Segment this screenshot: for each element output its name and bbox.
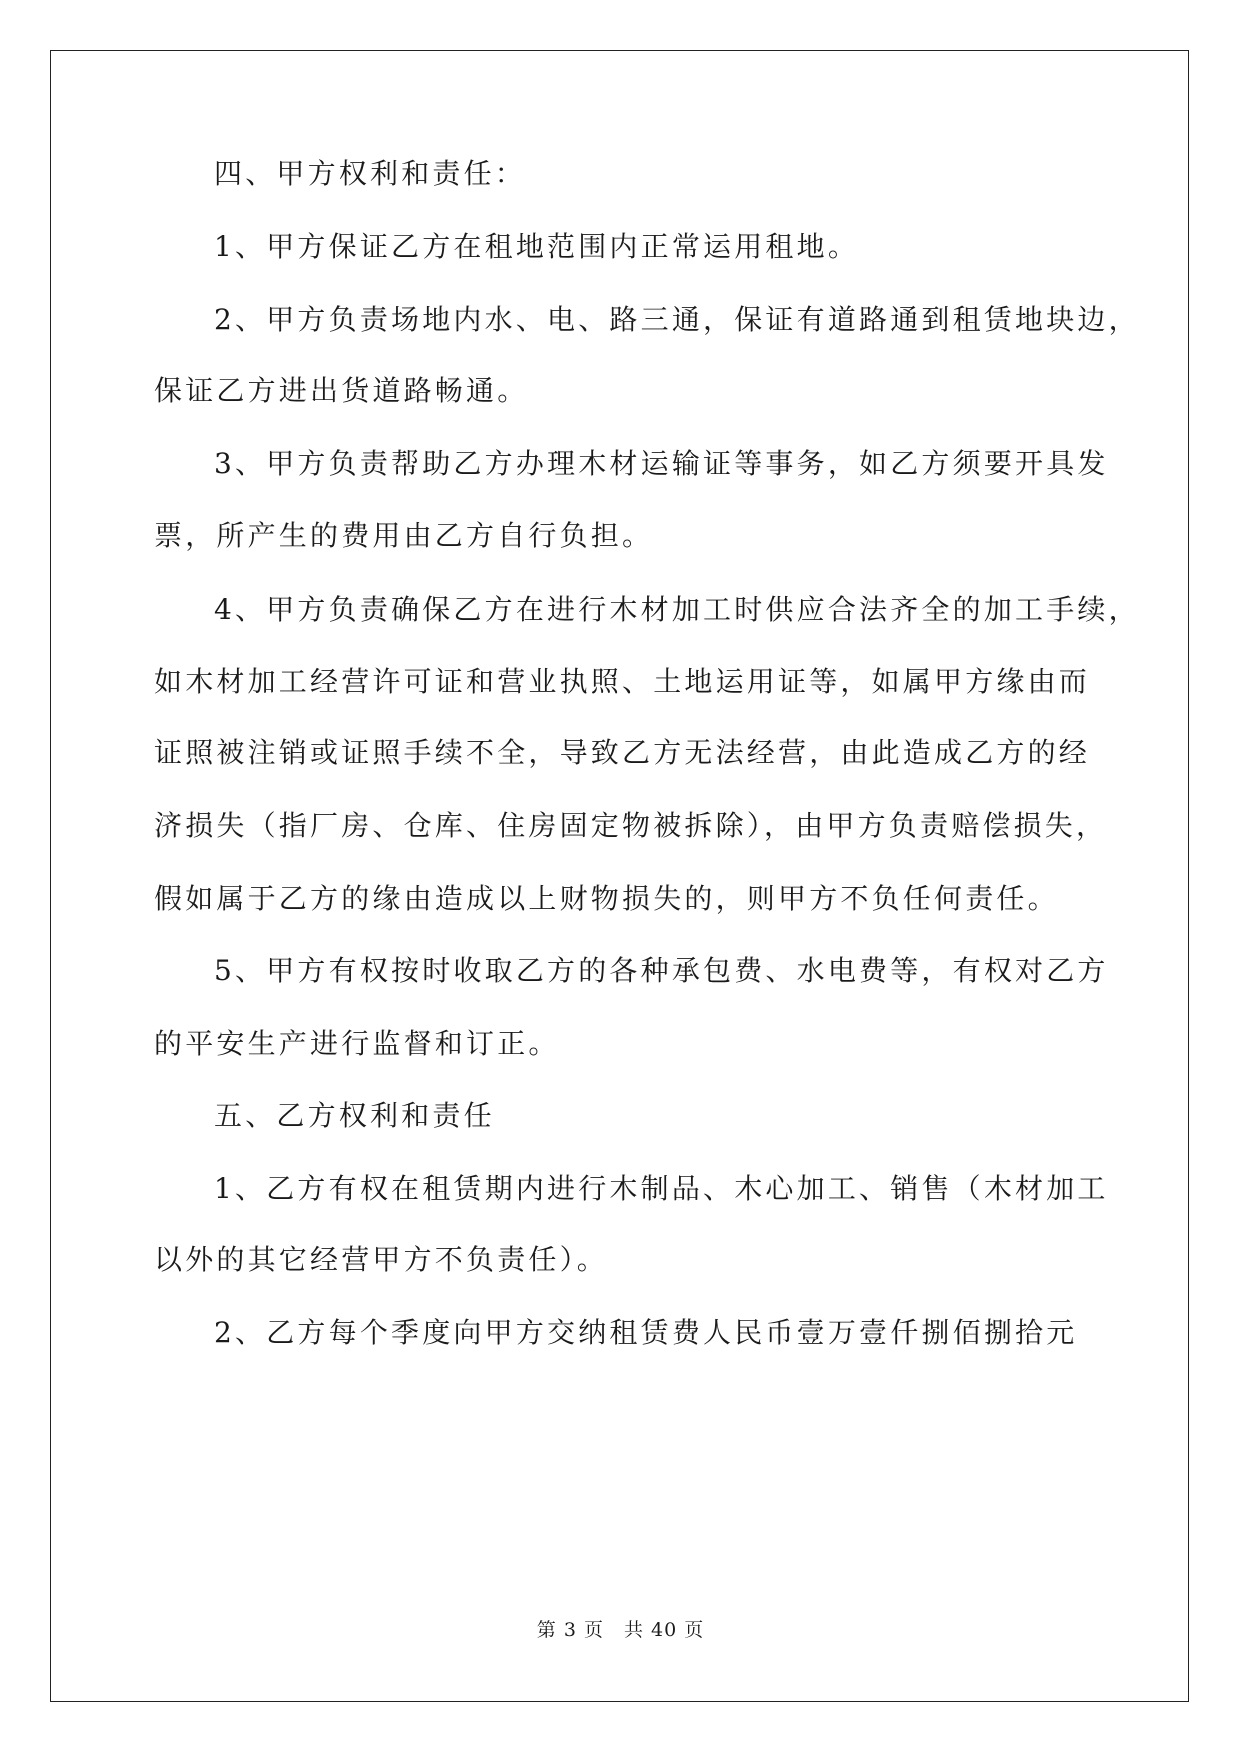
paragraph-line: 如木材加工经营许可证和营业执照、土地运用证等，如属甲方缘由而 [154,665,1091,698]
section-heading-party-a: 四、甲方权利和责任： [214,157,527,190]
paragraph-line: 3、甲方负责帮助乙方办理木材运输证等事务，如乙方须要开具发 [214,447,1109,480]
paragraph-line: 1、甲方保证乙方在租地范围内正常运用租地。 [214,230,860,263]
paragraph-line: 1、乙方有权在租赁期内进行木制品、木心加工、销售（木材加工 [214,1172,1109,1205]
paragraph-line: 票，所产生的费用由乙方自行负担。 [154,519,654,552]
paragraph-line: 以外的其它经营甲方不负责任）。 [154,1243,609,1276]
page-number: 第 3 页 共 40 页 [536,1619,705,1641]
paragraph-line: 济损失（指厂房、仓库、住房固定物被拆除），由甲方负责赔偿损失， [154,809,1108,842]
paragraph-line: 假如属于乙方的缘由造成以上财物损失的，则甲方不负任何责任。 [154,882,1059,915]
paragraph-line: 5、甲方有权按时收取乙方的各种承包费、水电费等，有权对乙方 [214,954,1109,987]
page-border [50,50,1189,1702]
section-heading-party-b: 五、乙方权利和责任 [214,1099,495,1132]
paragraph-line: 的平安生产进行监督和订正。 [154,1027,560,1060]
paragraph-line: 证照被注销或证照手续不全，导致乙方无法经营，由此造成乙方的经 [154,736,1091,769]
paragraph-line: 保证乙方进出货道路畅通。 [154,374,529,407]
paragraph-line: 2、乙方每个季度向甲方交纳租赁费人民币壹万壹仟捌佰捌拾元 [214,1316,1078,1349]
paragraph-line: 2、甲方负责场地内水、电、路三通，保证有道路通到租赁地块边， [214,303,1140,336]
paragraph-line: 4、甲方负责确保乙方在进行木材加工时供应合法齐全的加工手续， [214,593,1140,626]
